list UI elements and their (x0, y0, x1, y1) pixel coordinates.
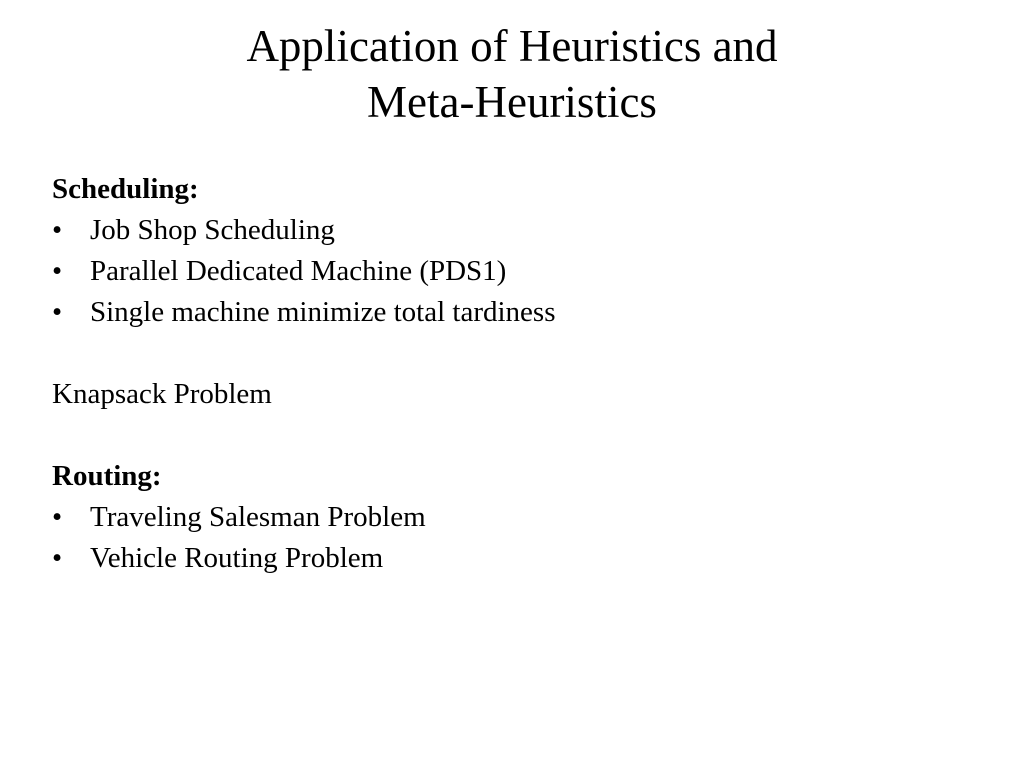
list-item (52, 497, 992, 538)
list-item-text: Job Shop Scheduling (90, 214, 335, 246)
list-item (52, 292, 992, 333)
list-item-text: Traveling Salesman Problem (90, 501, 426, 533)
list-item-text: Vehicle Routing Problem (90, 542, 384, 574)
scheduling-heading: Scheduling: (52, 173, 199, 205)
list-item (52, 251, 992, 292)
bullet-icon: • (52, 255, 63, 287)
routing-heading: Routing: (52, 460, 162, 492)
slide-title-line-1: Application of Heuristics and (246, 21, 778, 71)
slide-body (52, 169, 992, 579)
routing-list (52, 497, 992, 579)
bullet-icon: • (52, 296, 63, 328)
list-item (52, 538, 992, 579)
list-item-text: Parallel Dedicated Machine (PDS1) (90, 255, 507, 287)
bullet-icon: • (52, 501, 63, 533)
list-item (52, 210, 992, 251)
bullet-icon: • (52, 542, 63, 574)
knapsack-heading: Knapsack Problem (52, 378, 272, 410)
slide-title-line-2: Meta-Heuristics (367, 77, 657, 127)
bullet-icon: • (52, 214, 63, 246)
slide-title (0, 18, 1024, 130)
scheduling-list (52, 210, 992, 333)
list-item-text: Single machine minimize total tardiness (90, 296, 556, 328)
spacer (52, 333, 992, 374)
spacer (52, 415, 992, 456)
